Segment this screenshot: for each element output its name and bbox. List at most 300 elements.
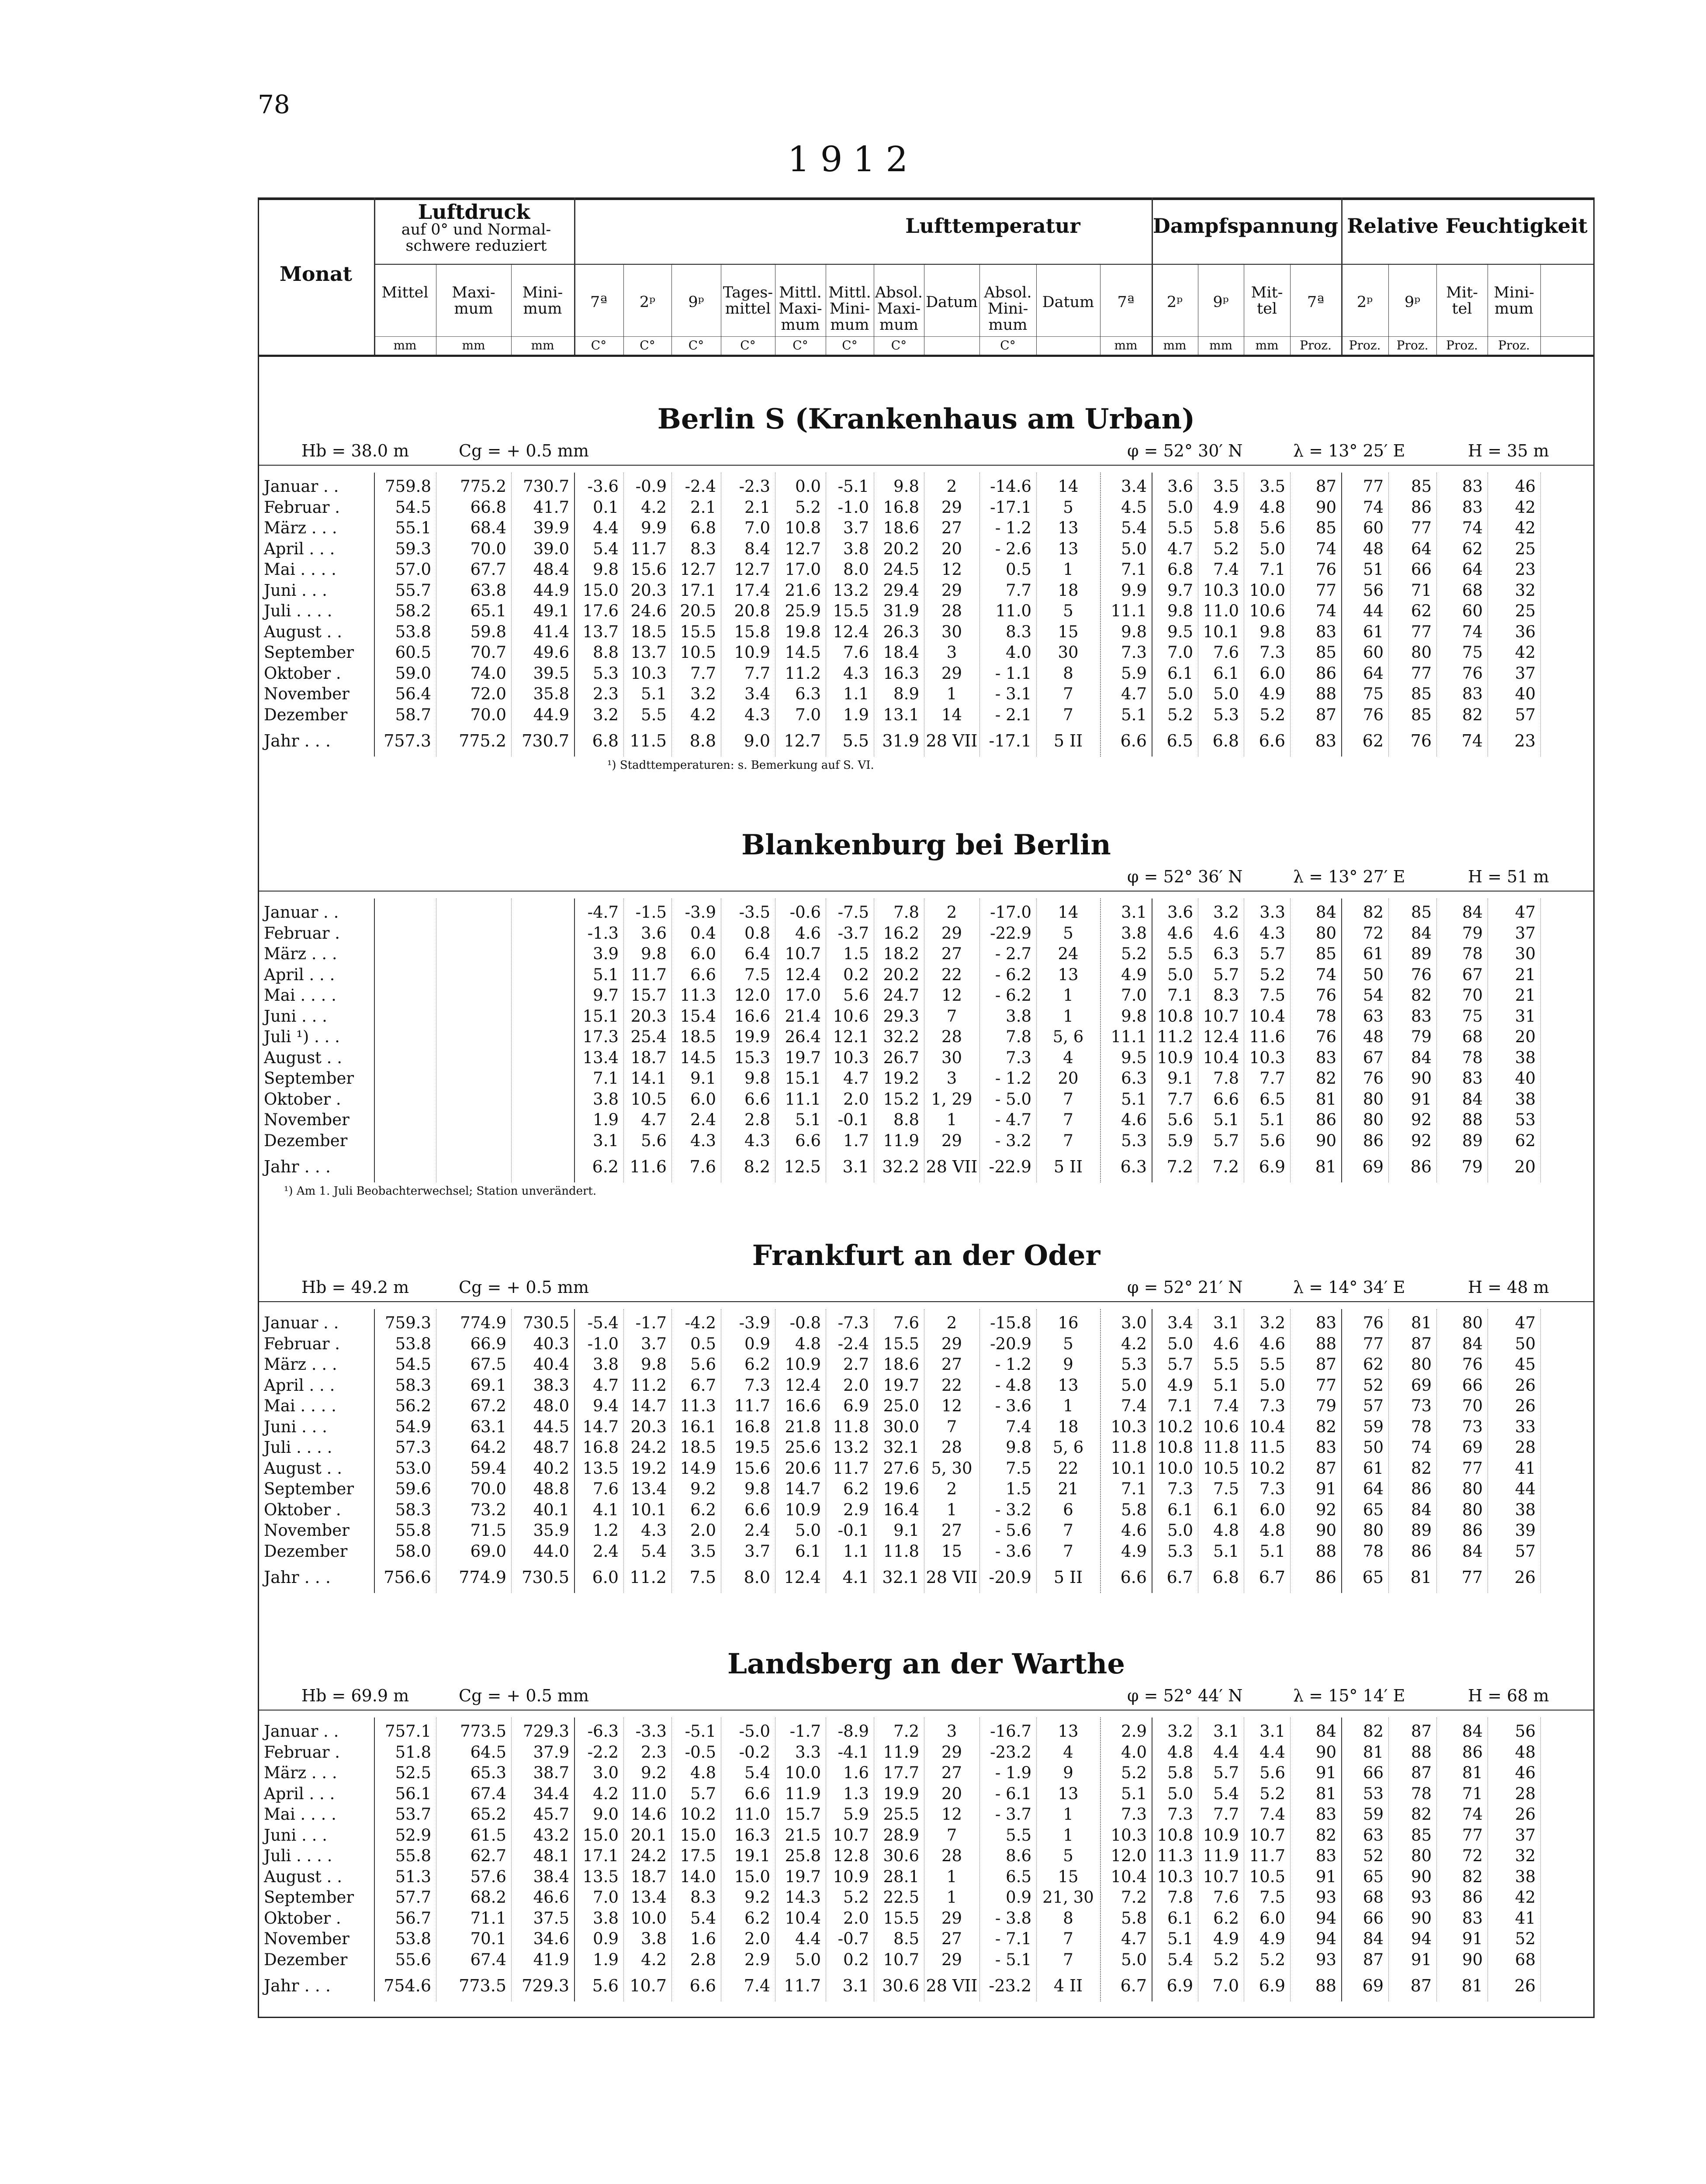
value-cell: -17.1 [989, 731, 1031, 750]
table-total-row [258, 1156, 1595, 1177]
value-cell: 70.1 [470, 1929, 506, 1948]
value-cell: 2 [946, 1313, 957, 1332]
value-cell: 11.3 [680, 986, 716, 1005]
luftdruck-unit: mm [393, 338, 417, 352]
value-cell: 11.1 [1111, 1027, 1147, 1046]
value-cell: 28 [941, 601, 962, 620]
value-cell: -5.1 [685, 1722, 716, 1741]
value-cell: 10.6 [1203, 1417, 1239, 1436]
value-cell: 54.5 [395, 498, 431, 517]
value-cell: 7 [946, 1417, 957, 1436]
value-cell: 76 [1315, 560, 1336, 579]
value-cell: 5.2 [1260, 1950, 1285, 1969]
value-cell: 11.2 [1157, 1027, 1193, 1046]
value-cell: 70.0 [470, 705, 506, 724]
value-cell: 92 [1315, 1500, 1336, 1519]
table-row [258, 1354, 1595, 1375]
value-cell: 77 [1411, 663, 1432, 683]
value-cell: 9.2 [690, 1479, 716, 1498]
value-cell: 5.6 [1260, 1131, 1285, 1150]
value-cell: 48.0 [533, 1396, 569, 1415]
value-cell: 10.7 [833, 1825, 869, 1845]
value-cell: 76 [1410, 731, 1432, 750]
table-row [258, 985, 1595, 1006]
value-cell: 90 [1315, 1131, 1336, 1150]
value-cell: 80 [1411, 1355, 1432, 1374]
value-cell: 74 [1462, 1805, 1483, 1824]
value-cell: 81 [1315, 1157, 1336, 1176]
value-cell: 52 [1515, 1929, 1536, 1948]
value-cell: -2.4 [685, 477, 716, 496]
month-cell: August . . [264, 1458, 342, 1478]
value-cell: 730.7 [522, 731, 569, 750]
value-cell: 18.6 [883, 518, 919, 537]
value-cell: 5.6 [1260, 1763, 1285, 1782]
value-cell: 1 [946, 1888, 957, 1907]
lufttemperatur-col-header: Datum [926, 294, 978, 311]
value-cell: 1.6 [690, 1929, 716, 1948]
value-cell: 6.8 [1167, 560, 1193, 579]
lufttemperatur-header: Lufttemperatur [905, 214, 1080, 238]
value-cell: 7.1 [1167, 986, 1193, 1005]
value-cell: 3.1 [842, 1976, 869, 1995]
value-cell: 68.4 [470, 518, 506, 537]
table-row [258, 1520, 1595, 1541]
value-cell: 65 [1362, 1568, 1384, 1587]
value-cell: 38 [1515, 1500, 1536, 1519]
column-rule [979, 264, 980, 355]
value-cell: 3.1 [1121, 903, 1147, 922]
value-cell: 5.3 [1121, 1355, 1147, 1374]
station-coordinates [258, 867, 1595, 889]
value-cell: 74 [1315, 539, 1336, 558]
value-cell: 9.8 [593, 560, 619, 579]
value-cell: 18 [1058, 581, 1079, 600]
value-cell: 81 [1410, 1568, 1432, 1587]
value-cell: 5.2 [1260, 965, 1285, 984]
value-cell: 2.0 [744, 1929, 770, 1948]
value-cell: 5 II [1053, 731, 1083, 750]
value-cell: 14.1 [630, 1069, 667, 1088]
value-cell: 80 [1411, 1846, 1432, 1865]
value-cell: 83 [1315, 622, 1336, 641]
dampfspannung-unit: mm [1114, 338, 1138, 352]
value-cell: 81 [1461, 1976, 1483, 1995]
month-cell: März . . . [264, 518, 337, 537]
value-cell: 4.8 [1260, 1521, 1285, 1540]
value-cell: 67.2 [470, 1396, 506, 1415]
value-cell: 20.3 [630, 1006, 667, 1026]
value-cell: 37 [1515, 923, 1536, 943]
value-cell: 5.0 [1167, 1334, 1193, 1353]
value-cell: 66 [1462, 1375, 1483, 1395]
table-row [258, 1887, 1595, 1908]
value-cell: 59.8 [470, 622, 506, 641]
value-cell: 14 [1058, 477, 1079, 496]
value-cell: 7.7 [1167, 1089, 1193, 1109]
table-row [258, 497, 1595, 518]
value-cell: 84 [1462, 1722, 1483, 1741]
value-cell: 9.4 [593, 1396, 619, 1415]
value-cell: 6.1 [1167, 1500, 1193, 1519]
value-cell: -5.0 [739, 1722, 770, 1741]
table-row [258, 601, 1595, 622]
value-cell: 68 [1462, 1027, 1483, 1046]
station-block [258, 789, 1595, 1196]
value-cell: 6.1 [1213, 663, 1239, 683]
value-cell: 2.4 [593, 1541, 619, 1561]
value-cell: 18.5 [680, 1438, 716, 1457]
value-cell: 79 [1411, 1027, 1432, 1046]
value-cell: 4.7 [1167, 539, 1193, 558]
value-cell: 80 [1411, 643, 1432, 662]
station-rule [258, 465, 1595, 466]
value-cell: 7 [1063, 705, 1073, 724]
value-cell: 67.4 [470, 1784, 506, 1803]
value-cell: 3.1 [1213, 1722, 1239, 1741]
value-cell: 93 [1315, 1888, 1336, 1907]
value-cell: 4.9 [1121, 1541, 1147, 1561]
value-cell: 87 [1315, 705, 1336, 724]
value-cell: 91 [1462, 1929, 1483, 1948]
value-cell: 64 [1363, 663, 1384, 683]
value-cell: 56 [1363, 581, 1384, 600]
value-cell: 68 [1363, 1888, 1384, 1907]
value-cell: 53.0 [395, 1458, 431, 1478]
value-cell: 10.8 [1157, 1825, 1193, 1845]
value-cell: 72 [1363, 923, 1384, 943]
value-cell: 4.6 [1260, 1334, 1285, 1353]
value-cell: 90 [1462, 1950, 1483, 1969]
value-cell: 15 [1058, 622, 1079, 641]
value-cell: 2.0 [690, 1521, 716, 1540]
value-cell: -1.5 [635, 903, 667, 922]
value-cell: 69.0 [470, 1541, 506, 1561]
value-cell: 28 [941, 1027, 962, 1046]
value-cell: 8.2 [744, 1157, 770, 1176]
value-cell: 91 [1315, 1479, 1336, 1498]
value-cell: 42 [1515, 643, 1536, 662]
value-cell: 15.0 [734, 1867, 770, 1886]
value-cell: 6.3 [1213, 944, 1239, 963]
value-cell: 57.0 [395, 560, 431, 579]
value-cell: 6.8 [1212, 1568, 1239, 1587]
value-cell: - 6.1 [995, 1784, 1031, 1803]
value-cell: -3.9 [685, 903, 716, 922]
value-cell: 7.0 [795, 705, 821, 724]
table-row [258, 1396, 1595, 1417]
value-cell: 32.2 [883, 1027, 919, 1046]
value-cell: 2.1 [744, 498, 770, 517]
value-cell: 6.6 [1213, 1089, 1239, 1109]
value-cell: 730.7 [523, 477, 569, 496]
feuchtigkeit-header: Relative Feuchtigkeit [1347, 214, 1588, 238]
value-cell: 12 [941, 986, 962, 1005]
value-cell: 51.3 [395, 1867, 431, 1886]
value-cell: 7.6 [689, 1157, 716, 1176]
value-cell: 5.7 [690, 1784, 716, 1803]
value-cell: -4.2 [685, 1313, 716, 1332]
value-cell: 77 [1411, 622, 1432, 641]
value-cell: 5.2 [1167, 705, 1193, 724]
value-cell: 30 [941, 1048, 962, 1067]
table-row [258, 1068, 1595, 1089]
value-cell: 4.6 [795, 923, 821, 943]
value-cell: 73.2 [470, 1500, 506, 1519]
value-cell: 10.4 [785, 1908, 821, 1928]
value-cell: 26 [1515, 1375, 1536, 1395]
value-cell: 3.5 [1213, 477, 1239, 496]
value-cell: 5.7 [1167, 1355, 1193, 1374]
value-cell: 0.9 [744, 1334, 770, 1353]
table-row [258, 1437, 1595, 1458]
value-cell: 3.8 [593, 1908, 619, 1928]
value-cell: 57.6 [470, 1867, 506, 1886]
value-cell: 41.9 [533, 1950, 569, 1969]
value-cell: 19.7 [883, 1375, 919, 1395]
value-cell: 4.8 [795, 1334, 821, 1353]
value-cell: 6.6 [1259, 731, 1285, 750]
value-cell: 17.4 [734, 581, 770, 600]
value-cell: 44.9 [533, 705, 569, 724]
value-cell: 13.4 [630, 1479, 667, 1498]
value-cell: 27.6 [883, 1458, 919, 1478]
value-cell: 29 [941, 498, 962, 517]
value-cell: 81 [1411, 1313, 1432, 1332]
value-cell: 61 [1363, 944, 1384, 963]
value-cell: 41 [1515, 1908, 1536, 1928]
value-cell: -2.4 [837, 1334, 869, 1353]
value-cell: 47 [1515, 903, 1536, 922]
value-cell: 13.5 [582, 1458, 619, 1478]
value-cell: 7 [1063, 1929, 1073, 1948]
value-cell: 1.5 [1006, 1479, 1031, 1498]
value-cell: 51.8 [395, 1742, 431, 1762]
value-cell: 10.9 [1203, 1825, 1239, 1845]
value-cell: 0.8 [744, 923, 770, 943]
value-cell: 55.7 [395, 581, 431, 600]
station-coordinates [258, 441, 1595, 463]
value-cell: 12.0 [734, 986, 770, 1005]
value-cell: 65.1 [470, 601, 506, 620]
value-cell: 6.2 [744, 1908, 770, 1928]
value-cell: 29.3 [883, 1006, 919, 1026]
value-cell: 88 [1411, 1742, 1432, 1762]
value-cell: -6.3 [587, 1722, 619, 1741]
value-cell: 71.1 [470, 1908, 506, 1928]
value-cell: 63 [1363, 1006, 1384, 1026]
value-cell: 7.4 [1121, 1396, 1147, 1415]
value-cell: 5.1 [795, 1110, 821, 1129]
value-cell: 6.1 [1213, 1500, 1239, 1519]
value-cell: 77 [1462, 1458, 1483, 1478]
value-cell: 10.7 [1203, 1006, 1239, 1026]
value-cell: 56 [1515, 1722, 1536, 1741]
value-cell: 81 [1315, 1784, 1336, 1803]
value-cell: 4.5 [1121, 498, 1147, 517]
value-cell: 25.6 [785, 1438, 821, 1457]
value-cell: 11.7 [734, 1396, 770, 1415]
value-cell: 20.1 [630, 1825, 667, 1845]
value-cell: 86 [1411, 1479, 1432, 1498]
value-cell: 7 [946, 1825, 957, 1845]
month-cell: Jahr . . . [264, 1976, 331, 1995]
value-cell: 52.5 [395, 1763, 431, 1782]
value-cell: 48.8 [533, 1479, 569, 1498]
value-cell: -7.5 [837, 903, 869, 922]
value-cell: 9.7 [1167, 581, 1193, 600]
value-cell: 10.7 [630, 1976, 667, 1995]
value-cell: 11.8 [1111, 1438, 1147, 1457]
value-cell: 1 [1063, 1805, 1073, 1824]
dampfspannung-unit: mm [1255, 338, 1279, 352]
value-cell: 84 [1462, 903, 1483, 922]
feuchtigkeit-unit: Proz. [1396, 338, 1429, 352]
table-row [258, 1417, 1595, 1438]
value-cell: 89 [1411, 1521, 1432, 1540]
value-cell: 7.6 [893, 1313, 919, 1332]
value-cell: -3.5 [739, 903, 770, 922]
value-cell: 9.1 [893, 1521, 919, 1540]
value-cell: 77 [1315, 581, 1336, 600]
month-cell: Juni . . . [264, 1006, 327, 1026]
value-cell: 10.4 [1249, 1006, 1285, 1026]
value-cell: -23.2 [990, 1742, 1031, 1762]
value-cell: 9.8 [641, 1355, 667, 1374]
value-cell: 63.1 [470, 1417, 506, 1436]
value-cell: 85 [1411, 477, 1432, 496]
value-cell: 40.3 [533, 1334, 569, 1353]
value-cell: 0.0 [795, 477, 821, 496]
value-cell: 6.1 [1167, 1908, 1193, 1928]
value-cell: - 1.2 [995, 1355, 1031, 1374]
column-rule [1290, 264, 1291, 355]
value-cell: 10.0 [1157, 1458, 1193, 1478]
value-cell: 3.6 [641, 923, 667, 943]
value-cell: 57.7 [395, 1888, 431, 1907]
value-cell: 58.7 [395, 705, 431, 724]
value-cell: 3.8 [843, 539, 869, 558]
value-cell: 5.4 [593, 539, 619, 558]
value-cell: 90 [1411, 1908, 1432, 1928]
value-cell: 28.1 [883, 1867, 919, 1886]
value-cell: 9.2 [744, 1888, 770, 1907]
value-cell: 24.2 [630, 1846, 667, 1865]
value-cell: 759.8 [385, 477, 431, 496]
value-cell: 0.4 [690, 923, 716, 943]
value-cell: 7.4 [744, 1976, 770, 1995]
value-cell: - 3.8 [995, 1908, 1031, 1928]
value-cell: 7.0 [1212, 1976, 1239, 1995]
month-cell: Oktober . [264, 1908, 341, 1928]
value-cell: 7.3 [1167, 1479, 1193, 1498]
climate-table [258, 197, 1595, 2017]
value-cell: 15.7 [630, 986, 667, 1005]
value-cell: 4.9 [1260, 684, 1285, 703]
value-cell: 10.7 [1249, 1825, 1285, 1845]
value-cell: 61 [1363, 1458, 1384, 1478]
value-cell: 7.6 [843, 643, 869, 662]
value-cell: 76 [1315, 986, 1336, 1005]
station-lambda: λ = 15° 14′ E [1293, 1686, 1405, 1705]
value-cell: 70.0 [470, 1479, 506, 1498]
value-cell: 55.8 [395, 1521, 431, 1540]
table-row [258, 1845, 1595, 1866]
value-cell: 94 [1411, 1929, 1432, 1948]
value-cell: 6.5 [1260, 1089, 1285, 1109]
station-block [258, 363, 1595, 770]
value-cell: 83 [1462, 498, 1483, 517]
value-cell: 4.1 [842, 1568, 869, 1587]
value-cell: 3.9 [593, 944, 619, 963]
value-cell: 17.1 [582, 1846, 619, 1865]
value-cell: 42 [1515, 1888, 1536, 1907]
value-cell: 21, 30 [1042, 1888, 1094, 1907]
value-cell: 1.2 [593, 1521, 619, 1540]
value-cell: 5.0 [1167, 684, 1193, 703]
value-cell: -0.1 [837, 1521, 869, 1540]
value-cell: 4.2 [641, 498, 667, 517]
station-block [258, 1608, 1595, 2015]
value-cell: 10.8 [1157, 1438, 1193, 1457]
value-cell: 1 [1063, 1006, 1073, 1026]
value-cell: - 2.1 [995, 705, 1031, 724]
value-cell: 3.0 [1121, 1313, 1147, 1332]
value-cell: 7.6 [1213, 643, 1239, 662]
value-cell: 2.8 [744, 1110, 770, 1129]
value-cell: 62.7 [470, 1846, 506, 1865]
value-cell: 5.1 [1213, 1110, 1239, 1129]
value-cell: 25.5 [883, 1805, 919, 1824]
value-cell: -20.9 [990, 1334, 1031, 1353]
value-cell: 53.8 [395, 622, 431, 641]
value-cell: 74 [1411, 1438, 1432, 1457]
value-cell: 35.8 [533, 684, 569, 703]
value-cell: 67 [1363, 1048, 1384, 1067]
value-cell: 12.1 [833, 1027, 869, 1046]
value-cell: 3.8 [641, 1929, 667, 1948]
value-cell: 9.8 [1167, 601, 1193, 620]
value-cell: 86 [1462, 1742, 1483, 1762]
value-cell: 64 [1411, 539, 1432, 558]
value-cell: 60 [1363, 643, 1384, 662]
value-cell: 1 [946, 1867, 957, 1886]
value-cell: 5.8 [1213, 518, 1239, 537]
column-rule [671, 264, 672, 355]
value-cell: 8.6 [1006, 1846, 1031, 1865]
value-cell: 84 [1411, 1048, 1432, 1067]
value-cell: 7.3 [1260, 1396, 1285, 1415]
value-cell: 0.2 [843, 1950, 869, 1969]
month-cell: Mai . . . . [264, 986, 336, 1005]
value-cell: 9.1 [690, 1069, 716, 1088]
value-cell: 83 [1315, 1048, 1336, 1067]
value-cell: - 3.6 [995, 1396, 1031, 1415]
value-cell: 1 [946, 1110, 957, 1129]
value-cell: 77 [1411, 518, 1432, 537]
header-bottom-rule [258, 355, 1595, 357]
value-cell: 7 [1063, 1541, 1073, 1561]
lufttemperatur-col-header: Absol. Mini-mum [984, 284, 1032, 334]
value-cell: 7.8 [893, 903, 919, 922]
value-cell: 9.0 [744, 731, 770, 750]
value-cell: 9.7 [593, 986, 619, 1005]
value-cell: 31.9 [882, 731, 919, 750]
value-cell: 5.0 [1121, 539, 1147, 558]
value-cell: 46.6 [533, 1888, 569, 1907]
value-cell: 90 [1411, 1867, 1432, 1886]
value-cell: 91 [1411, 1950, 1432, 1969]
